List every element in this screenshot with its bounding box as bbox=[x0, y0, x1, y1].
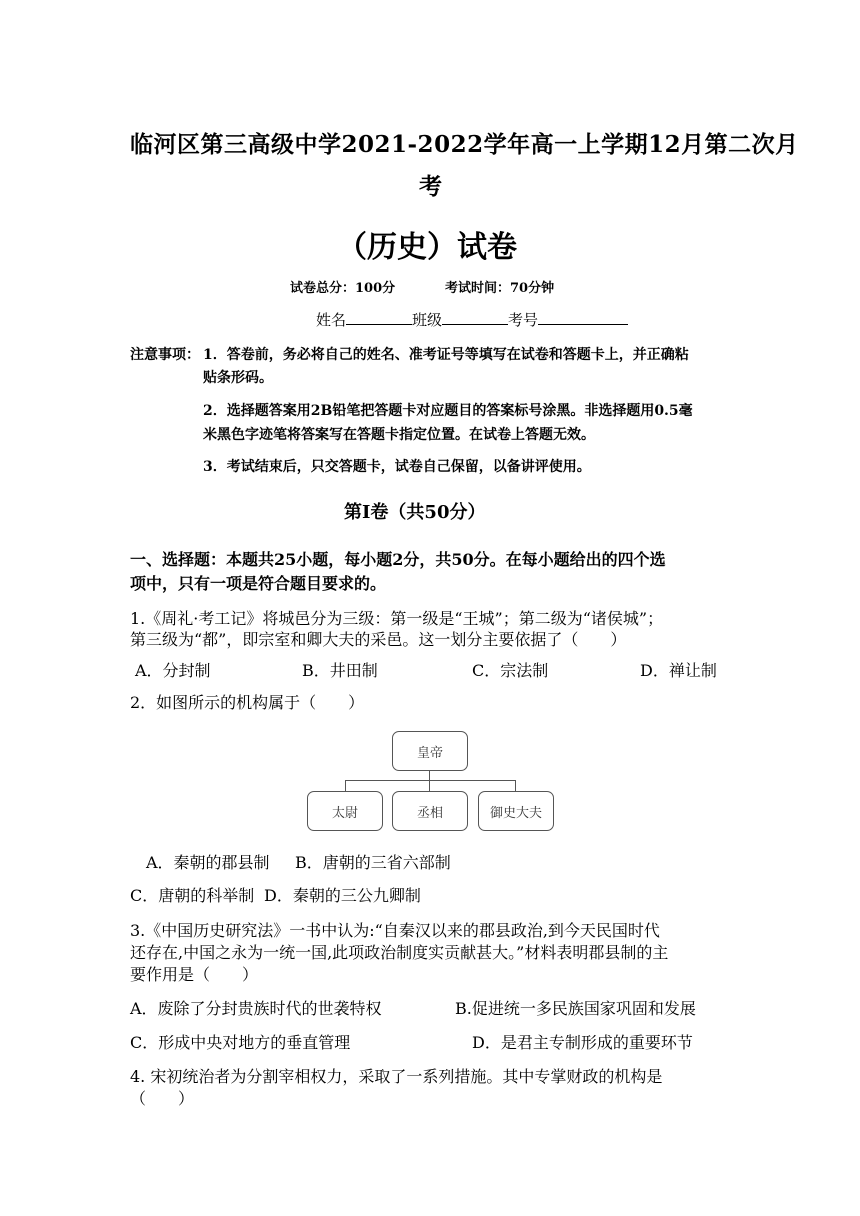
diagram-connector-middle bbox=[429, 780, 430, 791]
diagram-label-taiwei: 太尉 bbox=[331, 805, 358, 821]
exam-title-line2: 考 bbox=[419, 173, 443, 200]
q1-stem-line2: 第三级为“都”，即宗室和卿大夫的采邑。这一划分主要依据了（ ） bbox=[130, 630, 627, 649]
q1-option-c: C．宗法制 bbox=[472, 661, 549, 680]
q3-stem-line2: 还存在,中国之永为一统一国,此项政治制度实贡献甚大。”材料表明郡县制的主 bbox=[130, 943, 669, 962]
note-item3: 3．考试结束后，只交答题卡，试卷自己保留，以备讲评使用。 bbox=[203, 459, 591, 475]
q3-option-b: B.促进统一多民族国家巩固和发展 bbox=[455, 999, 696, 1018]
notes-label: 注意事项： bbox=[130, 347, 200, 363]
q1-option-b: B．井田制 bbox=[302, 661, 378, 680]
diagram-box-chancellor bbox=[392, 791, 468, 831]
exam-time: 考试时间：70分钟 bbox=[445, 281, 555, 296]
q2-stem: 2．如图所示的机构属于（ ） bbox=[130, 693, 365, 712]
q3-stem-line3: 要作用是（ ） bbox=[130, 965, 259, 984]
diagram-box-censor bbox=[478, 791, 554, 831]
q2-option-b: B．唐朝的三省六部制 bbox=[295, 853, 451, 872]
part1-instruction-line2: 项中，只有一项是符合题目要求的。 bbox=[130, 574, 387, 593]
class-blank[interactable] bbox=[442, 310, 508, 325]
exam-title-line1: 临河区第三高级中学2021-2022学年高一上学期12月第二次月 bbox=[130, 131, 799, 158]
number-blank[interactable] bbox=[538, 310, 628, 325]
number-label: 考号 bbox=[508, 311, 539, 329]
q4-stem-line2: （ ） bbox=[130, 1089, 195, 1108]
q2-option-a: A．秦朝的郡县制 bbox=[146, 853, 270, 872]
diagram-connector-left bbox=[345, 780, 346, 791]
q3-stem-line1: 3.《中国历史研究法》一书中认为:“自秦汉以来的郡县政治,到今天民国时代 bbox=[130, 921, 660, 940]
q3-option-c: C．形成中央对地方的垂直管理 bbox=[130, 1033, 351, 1052]
note-item2-line2: 米黑色字迹笔将答案写在答题卡指定位置。在试卷上答题无效。 bbox=[203, 427, 595, 443]
name-label: 姓名 bbox=[316, 311, 347, 329]
q1-option-d: D．禅让制 bbox=[640, 661, 717, 680]
diagram-connector-horizontal bbox=[345, 780, 515, 781]
diagram-connector-right bbox=[515, 780, 516, 791]
q1-stem-line1: 1.《周礼·考工记》将城邑分为三级：第一级是“王城”；第二级为“诸侯城”； bbox=[130, 609, 664, 628]
note-item1-line2: 贴条形码。 bbox=[203, 370, 273, 386]
note-item1-line1: 1．答卷前，务必将自己的姓名、准考证号等填写在试卷和答题卡上，并正确粘 bbox=[203, 347, 689, 363]
name-blank[interactable] bbox=[346, 310, 412, 325]
subject-title: （历史）试卷 bbox=[337, 230, 517, 265]
q1-option-a: A．分封制 bbox=[135, 661, 211, 680]
student-info-row bbox=[316, 309, 628, 330]
diagram-box-emperor bbox=[392, 731, 468, 771]
diagram-connector-vertical bbox=[429, 770, 430, 780]
q2-option-c: C．唐朝的科举制 bbox=[130, 886, 255, 905]
class-label: 班级 bbox=[412, 311, 443, 329]
total-score: 试卷总分：100分 bbox=[290, 281, 396, 296]
diagram-box-taiwei bbox=[307, 791, 383, 831]
q3-option-d: D．是君主专制形成的重要环节 bbox=[472, 1033, 693, 1052]
diagram-label-emperor: 皇帝 bbox=[416, 745, 443, 761]
q2-option-d: D．秦朝的三公九卿制 bbox=[264, 886, 421, 905]
part1-title: 第Ⅰ卷（共50分） bbox=[344, 502, 486, 523]
q3-option-a: A．废除了分封贵族时代的世袭特权 bbox=[130, 999, 382, 1018]
part1-instruction-line1: 一、选择题：本题共25小题，每小题2分，共50分。在每小题给出的四个选 bbox=[130, 550, 666, 569]
diagram-label-censor: 御史大夫 bbox=[489, 805, 542, 821]
q4-stem-line1: 4. 宋初统治者为分割宰相权力，采取了一系列措施。其中专掌财政的机构是 bbox=[130, 1067, 663, 1086]
diagram-label-chancellor: 丞相 bbox=[416, 805, 443, 821]
note-item2-line1: 2．选择题答案用2B铅笔把答题卡对应题目的答案标号涂黑。非选择题用0.5毫 bbox=[203, 403, 693, 419]
